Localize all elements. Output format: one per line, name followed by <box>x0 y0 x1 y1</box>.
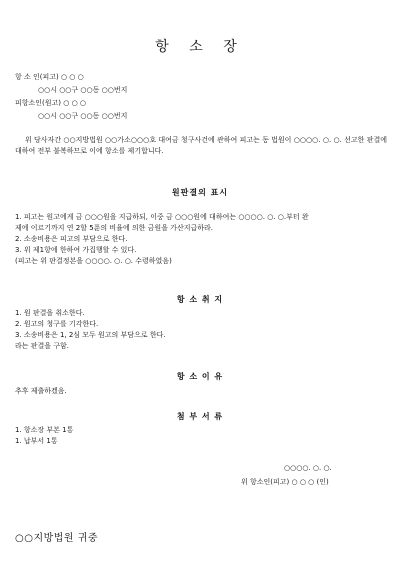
list-item: 1. 항소장 부본 1통 <box>15 426 74 434</box>
appeal-purpose-list <box>15 308 387 352</box>
original-judgment-list <box>15 212 387 267</box>
appellee-label: 피항소인(원고) ○ ○ ○ <box>15 99 87 107</box>
attachments-heading: 첨 부 서 류 <box>176 412 224 421</box>
list-item: (피고는 위 판결정본을 ○○○○. ○. ○. 수령하였음) <box>15 257 172 265</box>
appellant-address: ○○시 ○○구 ○○동 ○○번지 <box>38 86 128 94</box>
appeal-reason-heading: 항 소 이 유 <box>176 372 224 381</box>
signature-signer: 위 항소인(피고) ○ ○ ○ (인) <box>241 478 329 486</box>
intro-paragraph: 위 당사자간 ○○지방법원 ○○가소○○○호 대여금 청구사건에 관하여 피고는 동 법원이 ○○○○. ○. ○. 선고한 판결에 대하여 전부 불복하므로 이에 항소를 제기합니다. <box>15 136 387 155</box>
original-judgment-heading: 원판결의 표시 <box>171 188 229 197</box>
list-item: 3. 소송비용은 1, 2심 모두 원고의 부담으로 한다. <box>15 331 166 339</box>
appellee-address: ○○시 ○○구 ○○동 ○○번지 <box>38 112 128 120</box>
list-item: 1. 원 판결을 취소한다. <box>15 309 85 317</box>
court-addressee: ○○지방법원 귀중 <box>15 533 99 544</box>
list-item: 2. 원고의 청구를 기각한다. <box>15 320 99 328</box>
appeal-purpose-heading: 항 소 취 지 <box>176 295 224 304</box>
appeal-reason-text <box>15 386 387 397</box>
list-item: 2. 소송비용은 피고의 부담으로 한다. <box>15 235 128 243</box>
document-title: 항 소 장 <box>155 39 245 55</box>
list-item: 제에 이르기까지 연 2할 5푼의 비율에 의한 금원을 가산지급하라. <box>15 224 213 232</box>
list-item: 1. 피고는 원고에게 금 ○○○원을 지급하되, 이중 금 ○○○원에 대하여는 ○○○○. ○. ○.부터 완 <box>15 213 309 221</box>
list-item: 3. 위 제1항에 한하여 가집행할 수 있다. <box>15 246 137 254</box>
reason-text: 추후 제출하겠음. <box>15 387 67 395</box>
appellant-label: 항 소 인(피고) ○ ○ ○ <box>15 73 84 81</box>
list-item: 1. 납부서 1통 <box>15 437 58 445</box>
attachments-list <box>15 425 387 447</box>
signature-date: ○○○○. ○. ○. <box>284 464 332 472</box>
list-item: 라는 판결을 구함. <box>15 342 70 350</box>
